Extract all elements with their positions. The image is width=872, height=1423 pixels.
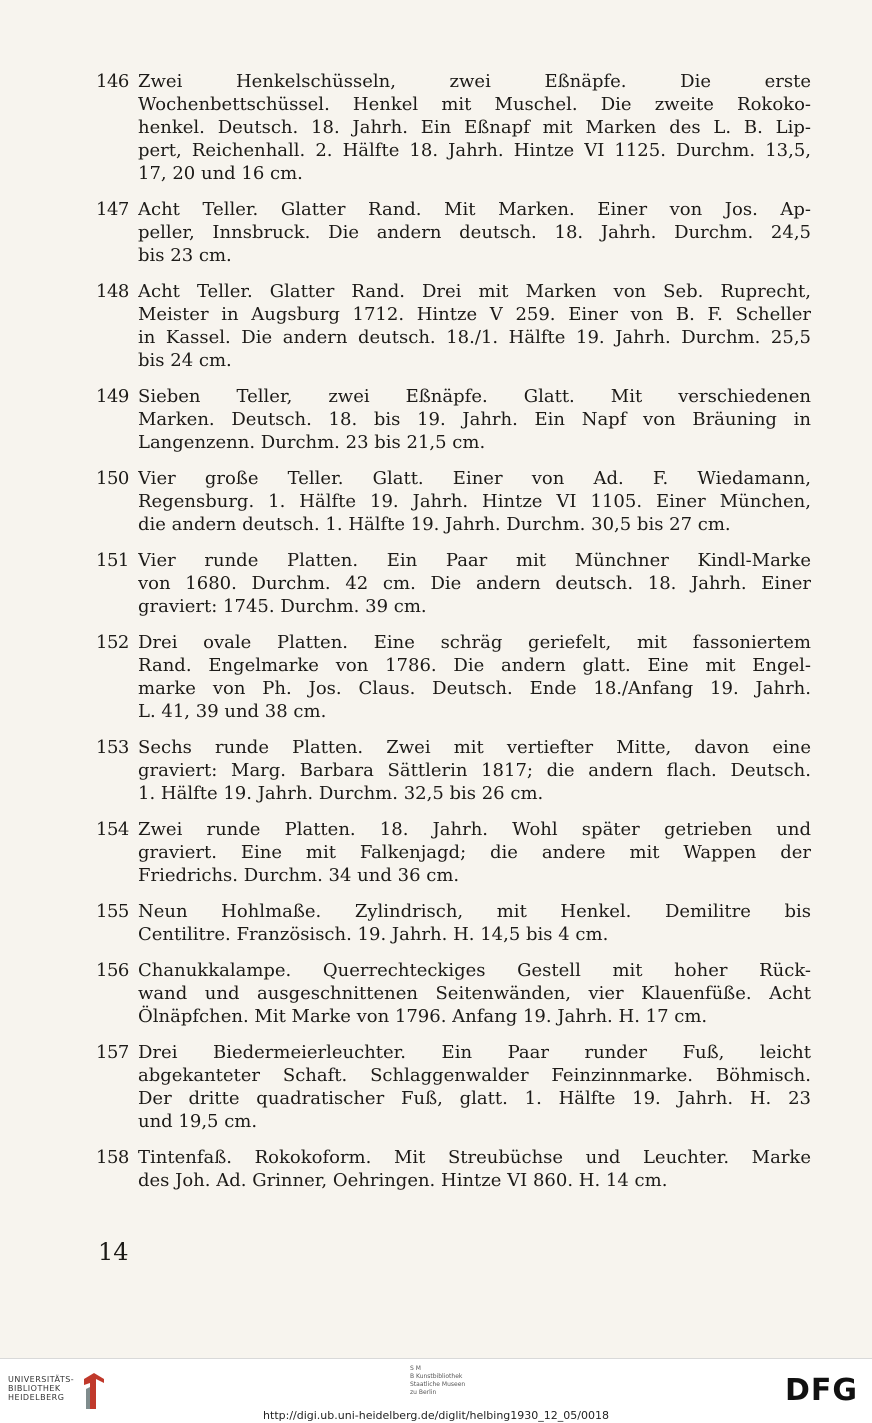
- city-name: HEIDELBERG: [8, 1393, 65, 1402]
- catalog-entry: [96, 1146, 811, 1192]
- entry-number: 151: [96, 550, 129, 571]
- catalog-entry: [96, 736, 811, 805]
- entry-number: 152: [96, 632, 129, 653]
- entry-text-line: Meister in Augsburg 1712. Hintze V 259. Einer von B. F. Scheller: [138, 304, 811, 325]
- entry-number: 155: [96, 901, 129, 922]
- entry-text-line: Rand. Engelmarke von 1786. Die andern glatt. Eine mit Engel-: [138, 655, 811, 676]
- entry-number: 149: [96, 386, 129, 407]
- entry-text-line: Drei Biedermeierleuchter. Ein Paar runder Fuß, leicht: [138, 1042, 811, 1063]
- entry-text-line: Sieben Teller, zwei Eßnäpfe. Glatt. Mit verschiedenen: [138, 386, 811, 407]
- entry-text-line: graviert. Eine mit Falkenjagd; die andere mit Wappen der: [138, 842, 811, 863]
- catalog-entry: [96, 631, 811, 723]
- entry-text-line: in Kassel. Die andern deutsch. 18./1. Hälfte 19. Jahrh. Durchm. 25,5: [138, 327, 811, 348]
- entry-text-line: abgekanteter Schaft. Schlaggenwalder Feinzinnmarke. Böhmisch.: [138, 1065, 811, 1086]
- entry-number: 147: [96, 199, 129, 220]
- entry-number: 154: [96, 819, 129, 840]
- entry-text-line: henkel. Deutsch. 18. Jahrh. Ein Eßnapf mit Marken des L. B. Lip-: [138, 117, 811, 138]
- entry-text-line: des Joh. Ad. Grinner, Oehringen. Hintze VI 860. H. 14 cm.: [138, 1170, 668, 1191]
- entry-text-line: 1. Hälfte 19. Jahrh. Durchm. 32,5 bis 26 cm.: [138, 783, 544, 804]
- catalog-entry: [96, 385, 811, 454]
- entry-text-line: Zwei Henkelschüsseln, zwei Eßnäpfe. Die erste: [138, 71, 811, 92]
- entry-text-line: Neun Hohlmaße. Zylindrisch, mit Henkel. Demilitre bis: [138, 901, 811, 922]
- entry-text-line: Chanukkalampe. Querrechteckiges Gestell mit hoher Rück-: [138, 960, 811, 981]
- entry-number: 156: [96, 960, 129, 981]
- entry-text-line: graviert: Marg. Barbara Sättlerin 1817; die andern flach. Deutsch.: [138, 760, 811, 781]
- entry-text-line: und 19,5 cm.: [138, 1111, 258, 1132]
- entry-text-line: Vier runde Platten. Ein Paar mit Münchner Kindl-Marke: [138, 550, 811, 571]
- entry-text-line: L. 41, 39 und 38 cm.: [138, 701, 327, 722]
- entry-text-line: Drei ovale Platten. Eine schräg geriefelt, mit fassoniertem: [138, 632, 811, 653]
- entry-number: 158: [96, 1147, 129, 1168]
- entry-text-line: Centilitre. Französisch. 19. Jahrh. H. 14,5 bis 4 cm.: [138, 924, 609, 945]
- entry-text-line: bis 23 cm.: [138, 245, 232, 266]
- entry-text-line: Der dritte quadratischer Fuß, glatt. 1. Hälfte 19. Jahrh. H. 23: [138, 1088, 811, 1109]
- catalog-entry: [96, 818, 811, 887]
- catalog-entry: [96, 959, 811, 1028]
- permalink-url[interactable]: http://digi.ub.uni-heidelberg.de/diglit/helbing1930_12_05/0018: [263, 1409, 609, 1422]
- entry-text-line: wand und ausgeschnittenen Seitenwänden, vier Klauenfüße. Acht: [138, 983, 811, 1004]
- entry-text-line: Wochenbettschüssel. Henkel mit Muschel. Die zweite Rokoko-: [138, 94, 811, 115]
- entry-text-line: Acht Teller. Glatter Rand. Drei mit Marken von Seb. Ruprecht,: [138, 281, 811, 302]
- catalog-entry: [96, 900, 811, 946]
- entry-text-line: Tintenfaß. Rokokoform. Mit Streubüchse und Leuchter. Marke: [138, 1147, 811, 1168]
- university-name: UNIVERSITÄTS-: [8, 1375, 75, 1384]
- entry-number: 157: [96, 1042, 129, 1063]
- entry-text-line: Zwei runde Platten. 18. Jahrh. Wohl später getrieben und: [138, 819, 811, 840]
- entry-text-line: graviert: 1745. Durchm. 39 cm.: [138, 596, 427, 617]
- catalog-entry: [96, 549, 811, 618]
- viewer-footer: [0, 1358, 872, 1423]
- library-stamp: S M B Kunstbibliothek Staatliche Museen zu Berlin: [410, 1365, 466, 1396]
- entry-number: 153: [96, 737, 129, 758]
- entry-text-line: die andern deutsch. 1. Hälfte 19. Jahrh. Durchm. 30,5 bis 27 cm.: [138, 514, 731, 535]
- catalog-entry: [96, 1041, 811, 1133]
- entry-text-line: Langenzenn. Durchm. 23 bis 21,5 cm.: [138, 432, 486, 453]
- entry-text-line: Sechs runde Platten. Zwei mit vertiefter Mitte, davon eine: [138, 737, 811, 758]
- entry-text-line: peller, Innsbruck. Die andern deutsch. 18. Jahrh. Durchm. 24,5: [138, 222, 811, 243]
- entry-text-line: pert, Reichenhall. 2. Hälfte 18. Jahrh. Hintze VI 1125. Durchm. 13,5,: [138, 140, 811, 161]
- entry-text-line: Vier große Teller. Glatt. Einer von Ad. F. Wiedamann,: [138, 468, 811, 489]
- entry-text-line: Marken. Deutsch. 18. bis 19. Jahrh. Ein Napf von Bräuning in: [138, 409, 811, 430]
- entry-text-line: bis 24 cm.: [138, 350, 232, 371]
- entry-number: 150: [96, 468, 129, 489]
- entry-text-line: marke von Ph. Jos. Claus. Deutsch. Ende 18./Anfang 19. Jahrh.: [138, 678, 811, 699]
- catalog-entry: [96, 70, 811, 185]
- university-mark-icon: [80, 1371, 108, 1411]
- page-number: 14: [98, 1238, 129, 1266]
- entry-number: 148: [96, 281, 129, 302]
- entry-text-line: Regensburg. 1. Hälfte 19. Jahrh. Hintze VI 1105. Einer München,: [138, 491, 811, 512]
- library-name: BIBLIOTHEK: [8, 1384, 61, 1393]
- entry-text-line: Friedrichs. Durchm. 34 und 36 cm.: [138, 865, 460, 886]
- catalog-entries: [96, 70, 811, 1205]
- entry-text-line: Acht Teller. Glatter Rand. Mit Marken. Einer von Jos. Ap-: [138, 199, 811, 220]
- catalog-entry: [96, 467, 811, 536]
- entry-number: 146: [96, 71, 129, 92]
- entry-text-line: Ölnäpfchen. Mit Marke von 1796. Anfang 19. Jahrh. H. 17 cm.: [138, 1006, 708, 1027]
- entry-text-line: 17, 20 und 16 cm.: [138, 163, 303, 184]
- entry-text-line: von 1680. Durchm. 42 cm. Die andern deutsch. 18. Jahrh. Einer: [138, 573, 811, 594]
- university-logo[interactable]: [8, 1375, 74, 1402]
- dfg-logo[interactable]: DFG: [784, 1373, 858, 1408]
- catalog-entry: [96, 198, 811, 267]
- catalog-entry: [96, 280, 811, 372]
